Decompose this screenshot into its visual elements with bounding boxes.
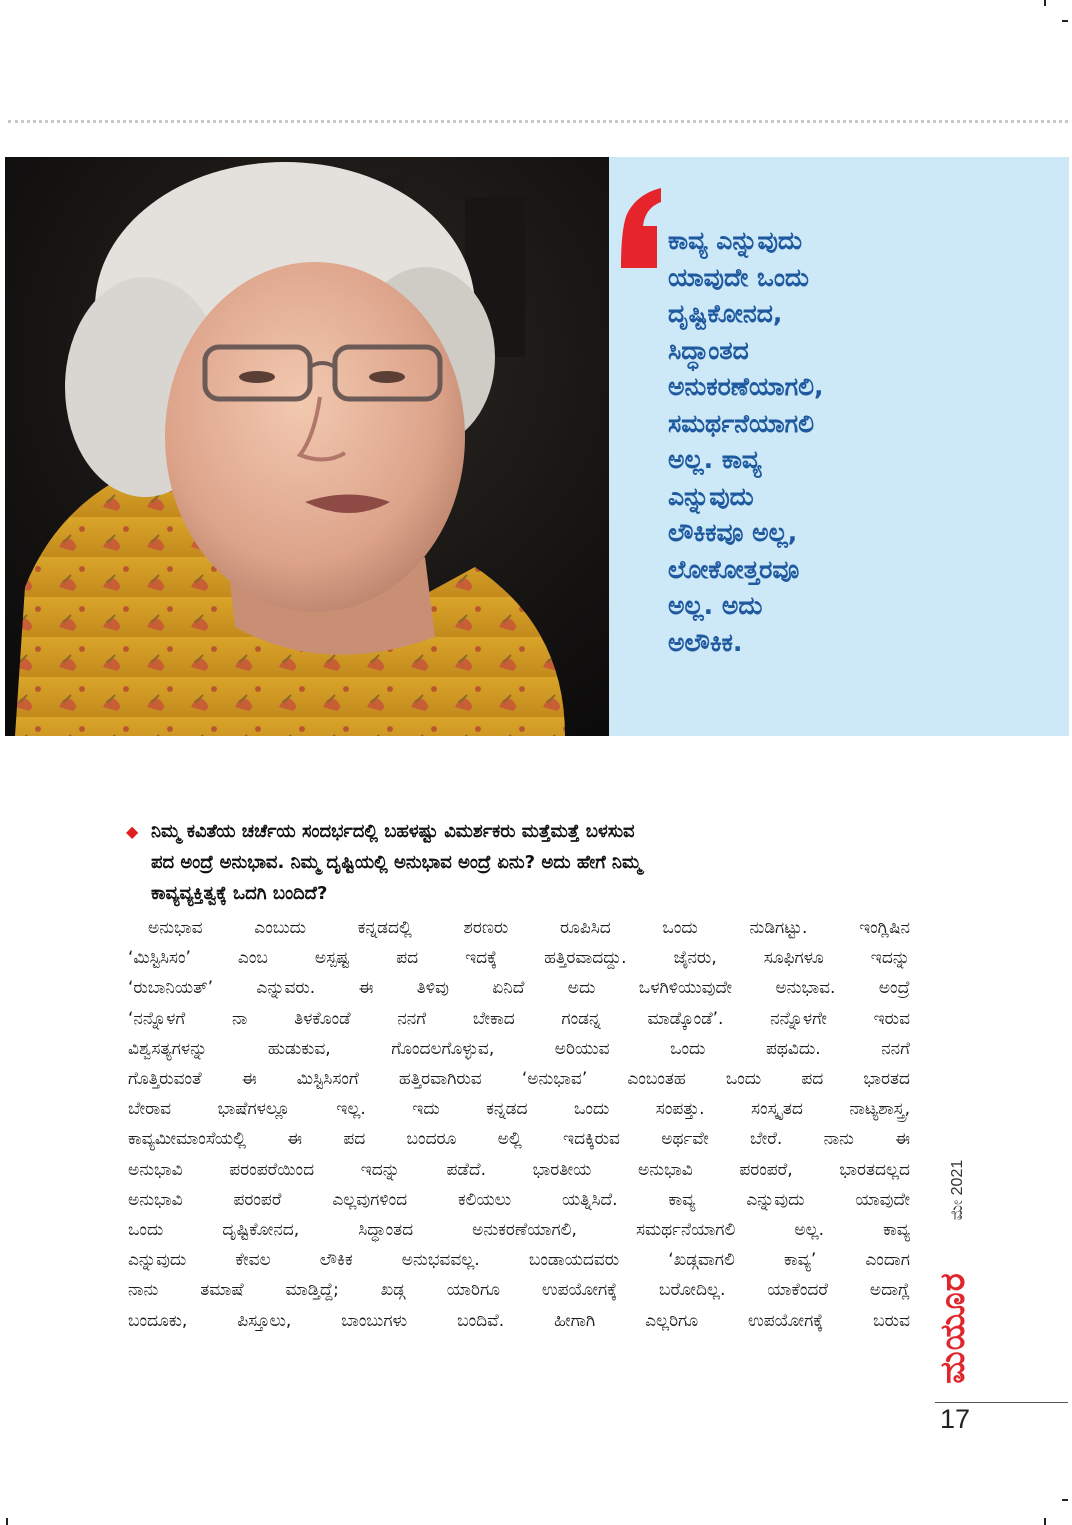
answer-line: ಒಂದು ದೃಷ್ಟಿಕೋನದ, ಸಿದ್ಧಾಂತದ ಅನುಕರಣೆಯಾಗಲಿ, ಸಮರ್ಥನೆಯಾಗಲಿ ಅಲ್ಲ. ಕಾವ್ಯ xyxy=(128,1220,910,1241)
answer-body xyxy=(128,913,910,1336)
answer-line: ಅನುಭಾವಿ ಪರಂಪರೆಯಿಂದ ಇದನ್ನು ಪಡೆದೆ. ಭಾರತೀಯ ಅನುಭಾವಿ ಪರಂಪರೆ, ಭಾರತದಲ್ಲದ xyxy=(128,1159,910,1180)
answer-line: ಕಾವ್ಯಮೀಮಾಂಸೆಯಲ್ಲಿ ಈ ಪದ ಬಂದರೂ ಅಲ್ಲಿ ಇದಕ್ಕಿರುವ ಅರ್ಥವೇ ಬೇರೆ. ನಾನು ಈ xyxy=(128,1129,910,1150)
magazine-logo xyxy=(930,1255,975,1400)
pull-quote-line: ಅಲೌಕಿಕ. xyxy=(668,627,743,657)
page-number: 17 xyxy=(940,1404,971,1434)
question-line: ಪದ ಅಂದ್ರೆ ಅನುಭಾವ. ನಿಮ್ಮ ದೃಷ್ಟಿಯಲ್ಲಿ ಅನುಭಾವ ಅಂದ್ರೆ ಏನು? ಅದು ಹೇಗೆ ನಿಮ್ಮ xyxy=(151,852,642,873)
pull-quote-line: ಸಿದ್ಧಾಂತದ xyxy=(668,335,749,365)
dotted-divider xyxy=(8,120,1068,123)
crop-mark xyxy=(1062,1499,1068,1501)
diamond-bullet-icon: ◆ xyxy=(126,822,139,841)
answer-line: ಗೊತ್ತಿರುವಂತೆ ಈ ಮಿಸ್ಟಿಸಿಸಂಗೆ ಹತ್ತಿರವಾಗಿರುವ ‘ಅನುಭಾವ’ ಎಂಬಂತಹ ಒಂದು ಪದ ಭಾರತದ xyxy=(128,1069,910,1090)
crop-mark xyxy=(6,1518,8,1525)
page-number-rule xyxy=(935,1402,1068,1403)
portrait-photo xyxy=(5,157,609,736)
pull-quote-line: ಅಲ್ಲ. ಕಾವ್ಯ xyxy=(668,445,762,474)
pull-quote-line: ಲೋಕೋತ್ತರವೂ xyxy=(668,554,800,584)
crop-mark xyxy=(1044,1518,1046,1525)
pull-quote xyxy=(668,223,1048,661)
pull-quote-line: ಲೌಕಿಕವೂ ಅಲ್ಲ, xyxy=(668,518,798,547)
answer-line: ವಿಶ್ವಸತ್ಯಗಳನ್ನು ಹುಡುಕುವ, ಗೊಂದಲಗೊಳ್ಳುವ, ಅರಿಯುವ ಒಂದು ಪಥವಿದು. ನನಗೆ xyxy=(128,1038,910,1059)
answer-line: ನಾನು ತಮಾಷೆ ಮಾಡ್ತಿದ್ದೆ; ಖಡ್ಗ ಯಾರಿಗೂ ಉಪಯೋಗಕ್ಕೆ ಬರೋದಿಲ್ಲ. ಯಾಕೆಂದರೆ ಅದಾಗ್ಲೆ xyxy=(128,1280,910,1301)
answer-line: ಅನುಭಾವಿ ಪರಂಪರೆ ಎಲ್ಲವುಗಳಿಂದ ಕಲಿಯಲು ಯತ್ನಿಸಿದೆ. ಕಾವ್ಯ ಎನ್ನುವುದು ಯಾವುದೇ xyxy=(128,1189,910,1210)
answer-line: ‘ನನ್ನೊಳಗೆ ನಾ ತಿಳಕೊಂಡೆ ನನಗೆ ಬೇಕಾದ ಗಂಡನ್ನ ಮಾಡ್ಕೊಂಡೆ’. ನನ್ನೊಳಗೇ ಇರುವ xyxy=(128,1008,910,1029)
question-line: ಕಾವ್ಯವ್ಯಕ್ತಿತ್ವಕ್ಕೆ ಒದಗಿ ಬಂದಿದೆ? xyxy=(151,883,328,904)
answer-line: ಬೇರಾವ ಭಾಷೆಗಳಲ್ಲೂ ಇಲ್ಲ. ಇದು ಕನ್ನಡದ ಒಂದು ಸಂಪತ್ತು. ಸಂಸ್ಕೃತದ ನಾಟ್ಯಶಾಸ್ತ್ರ, xyxy=(128,1099,910,1120)
issue-date xyxy=(945,1135,971,1245)
pull-quote-line: ಯಾವುದೇ ಒಂದು xyxy=(668,262,810,292)
answer-line: ಎನ್ನುವುದು ಕೇವಲ ಲೌಕಿಕ ಅನುಭವವಲ್ಲ. ಬಂಡಾಯದವರು ‘ಖಡ್ಗವಾಗಲಿ ಕಾವ್ಯ’ ಎಂದಾಗ xyxy=(128,1250,910,1271)
quote-mark-icon xyxy=(617,188,661,268)
answer-line: ಅನುಭಾವ ಎಂಬುದು ಕನ್ನಡದಲ್ಲಿ ಶರಣರು ರೂಪಿಸಿದ ಒಂದು ನುಡಿಗಟ್ಟು. ಇಂಗ್ಲಿಷಿನ xyxy=(148,918,910,938)
magazine-logo-text: ಮಯೂರ xyxy=(932,1271,973,1384)
answer-line: ಬಂದೂಕು, ಪಿಸ್ತೂಲು, ಬಾಂಬುಗಳು ಬಂದಿವೆ. ಹೀಗಾಗಿ ಎಲ್ಲರಿಗೂ ಉಪಯೋಗಕ್ಕೆ ಬರುವ xyxy=(128,1310,910,1331)
issue-date-text: ಮೇ 2021 xyxy=(949,1159,966,1221)
question-line: ನಿಮ್ಮ ಕವಿತೆಯ ಚರ್ಚೆಯ ಸಂದರ್ಭದಲ್ಲಿ ಬಹಳಷ್ಟು ವಿಮರ್ಶಕರು ಮತ್ತೆಮತ್ತೆ ಬಳಸುವ xyxy=(151,821,635,842)
interview-question xyxy=(126,816,900,909)
pull-quote-line: ಅನುಕರಣೆಯಾಗಲಿ, xyxy=(668,372,824,401)
crop-mark xyxy=(1062,20,1068,22)
pull-quote-line: ಕಾವ್ಯ ಎನ್ನುವುದು xyxy=(668,226,803,255)
answer-line: ‘ಮಿಸ್ಟಿಸಿಸಂ’ ಎಂಬ ಅಸ್ಪಷ್ಟ ಪದ ಇದಕ್ಕೆ ಹತ್ತಿರವಾದದ್ದು. ಜೈನರು, ಸೂಫಿಗಳೂ ಇದನ್ನು xyxy=(128,948,910,969)
pull-quote-line: ದೃಷ್ಟಿಕೋನದ, xyxy=(668,299,783,328)
answer-line: ‘ರುಬಾನಿಯತ್’ ಎನ್ನುವರು. ಈ ತಿಳಿವು ಏನಿದೆ ಅದು ಒಳಗಿಳಿಯುವುದೇ ಅನುಭಾವ. ಅಂದ್ರೆ xyxy=(128,978,910,999)
portrait-illustration xyxy=(5,157,609,736)
pull-quote-line: ಅಲ್ಲ. ಅದು xyxy=(668,591,763,620)
pull-quote-line: ಸಮರ್ಥನೆಯಾಗಲಿ xyxy=(668,408,815,438)
crop-mark xyxy=(1044,0,1046,6)
pull-quote-line: ಎನ್ನುವುದು xyxy=(668,481,754,511)
